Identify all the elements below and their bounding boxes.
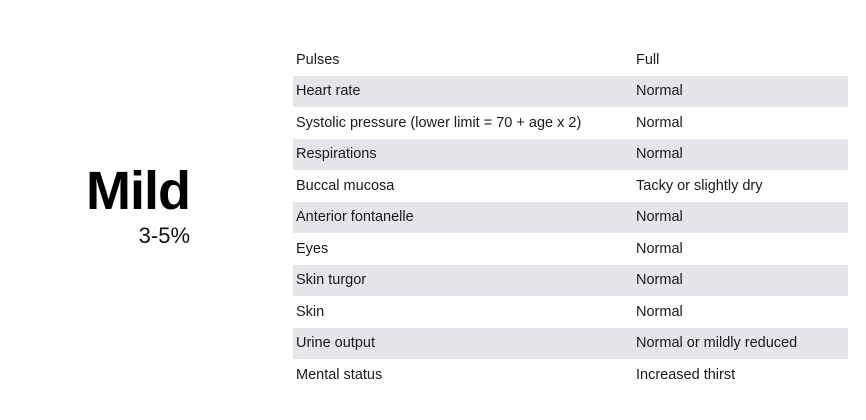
table-row bbox=[293, 44, 848, 76]
severity-title: Mild bbox=[86, 161, 190, 221]
severity-range: 3-5% bbox=[138, 223, 190, 248]
table-row bbox=[293, 296, 848, 328]
table-row bbox=[293, 265, 848, 297]
value-cell: Normal bbox=[636, 240, 683, 257]
parameter-cell: Skin bbox=[296, 303, 325, 320]
parameter-cell: Buccal mucosa bbox=[296, 177, 395, 194]
table-row bbox=[293, 107, 848, 139]
value-cell: Normal or mildly reduced bbox=[633, 328, 848, 360]
table-row bbox=[293, 139, 848, 171]
parameter-cell: Systolic pressure (lower limit = 70 + age x 2) bbox=[296, 114, 582, 131]
value-cell: Normal bbox=[633, 76, 848, 108]
value-cell: Normal bbox=[633, 265, 848, 297]
value-cell: Full bbox=[636, 51, 660, 68]
table-row bbox=[293, 76, 848, 108]
parameter-cell: Eyes bbox=[296, 240, 329, 257]
table-row bbox=[293, 170, 848, 202]
dehydration-criteria-table bbox=[293, 44, 848, 391]
parameter-cell: Skin turgor bbox=[293, 265, 633, 297]
parameter-cell: Respirations bbox=[293, 139, 633, 171]
value-cell: Normal bbox=[633, 202, 848, 234]
parameter-cell: Heart rate bbox=[293, 76, 633, 108]
table-row bbox=[293, 233, 848, 265]
value-cell: Increased thirst bbox=[636, 366, 736, 383]
value-cell: Normal bbox=[636, 303, 683, 320]
table-row bbox=[293, 202, 848, 234]
severity-block bbox=[0, 160, 190, 250]
parameter-cell: Pulses bbox=[296, 51, 340, 68]
table-row bbox=[293, 328, 848, 360]
value-cell: Tacky or slightly dry bbox=[636, 177, 763, 194]
table-row bbox=[293, 359, 848, 391]
parameter-cell: Urine output bbox=[293, 328, 633, 360]
parameter-cell: Anterior fontanelle bbox=[293, 202, 633, 234]
parameter-cell: Mental status bbox=[296, 366, 383, 383]
value-cell: Normal bbox=[633, 139, 848, 171]
value-cell: Normal bbox=[636, 114, 683, 131]
